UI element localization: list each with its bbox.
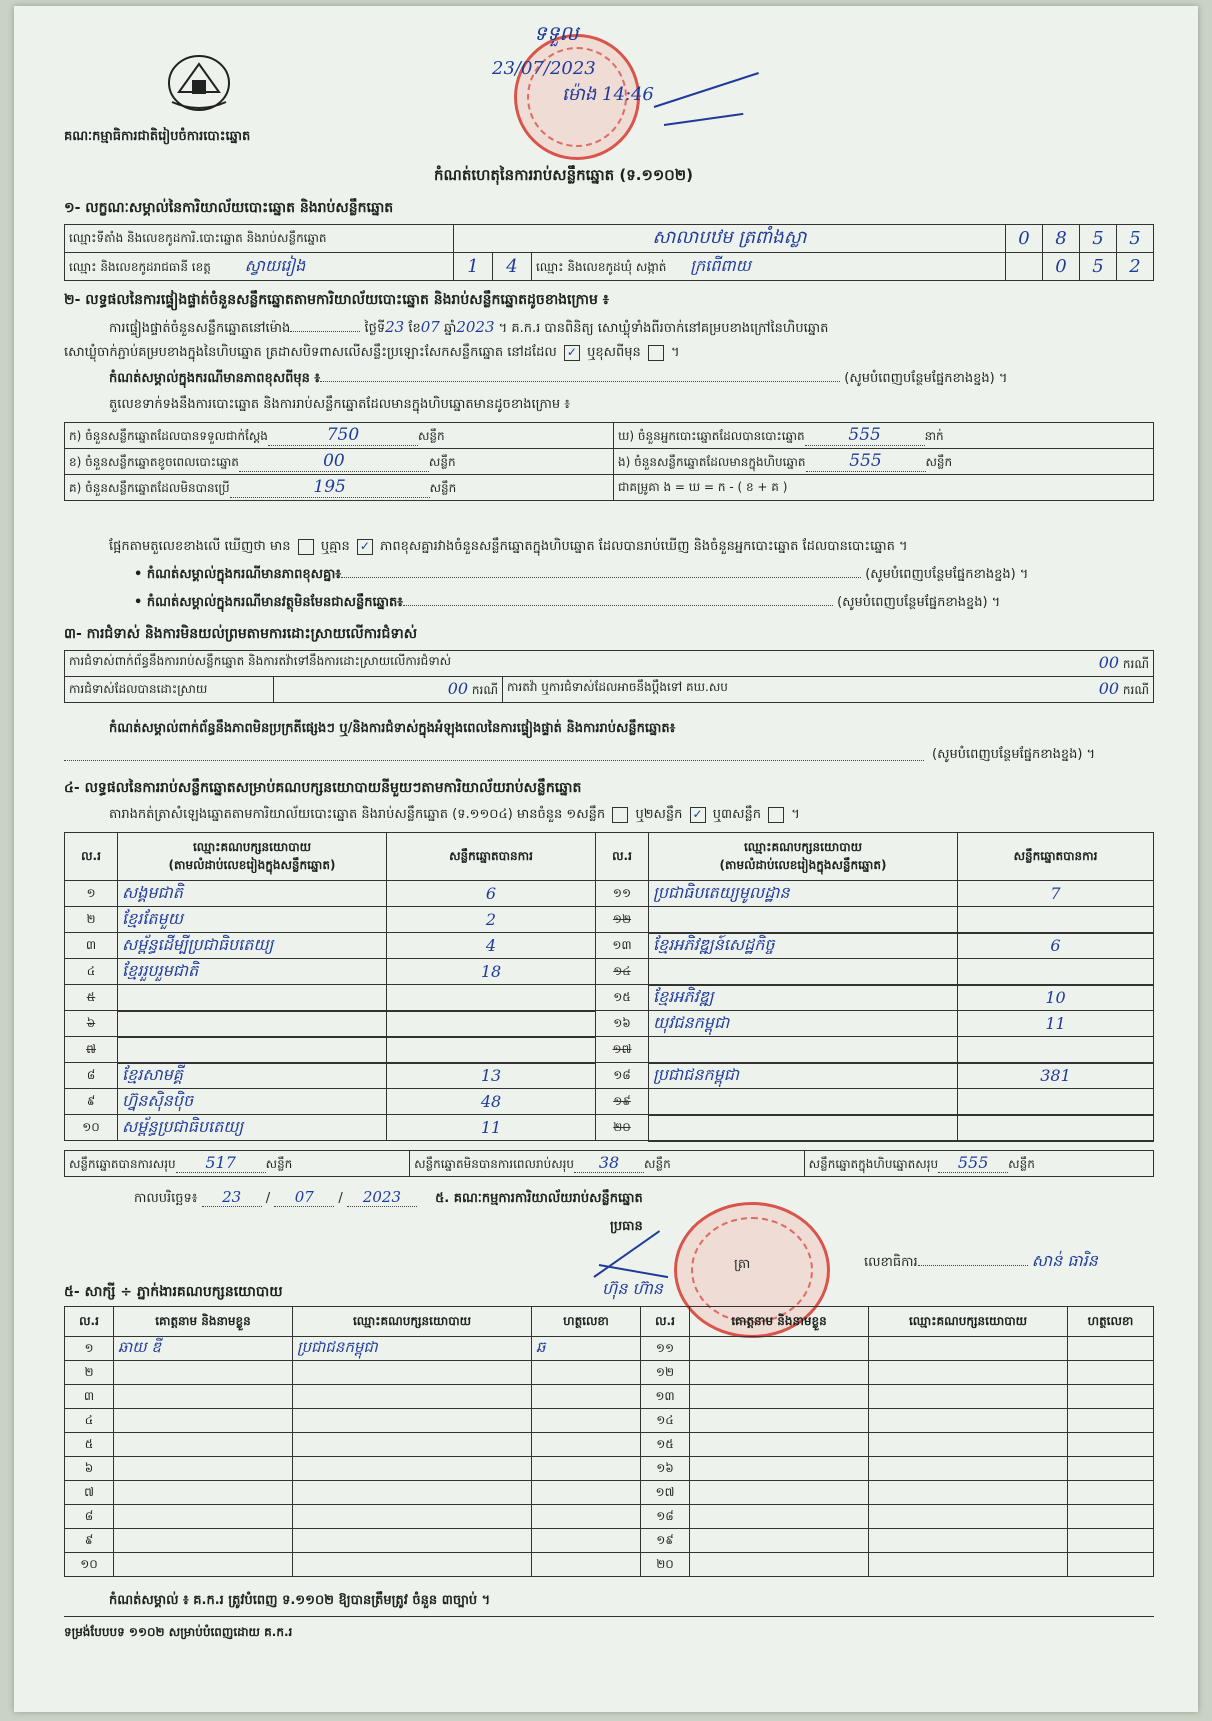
witness-name[interactable] bbox=[114, 1361, 293, 1385]
section3-table: ការជំទាស់ពាក់ព័ន្ធនឹងការរាប់សន្លឹកឆ្នោត និងការតវ៉ាទៅនឹងការដោះស្រាយលើការជំទាស់ 00 ករណី ការជំទាស់ដែលបានដោះស្រាយ 00 ករណី ការតវ៉ា ឬការជំទាស់ដែលអាចនឹងប្តឹងទៅ គឃ.សប 00 ករណី bbox=[64, 650, 1154, 703]
row-number: ៥ bbox=[65, 1433, 114, 1457]
same-checkbox[interactable]: ✓ bbox=[564, 345, 580, 361]
vote-count bbox=[958, 1115, 1154, 1141]
party-name: សម្ព័ន្ធប្រជាធិបតេយ្យ bbox=[118, 1115, 387, 1141]
row-number: ៨ bbox=[65, 1063, 118, 1089]
secretary-line: លេខាធិការ សាន់ ធារិន bbox=[864, 1251, 1098, 1270]
witness-name[interactable] bbox=[114, 1457, 293, 1481]
secretary-name: សាន់ ធារិន bbox=[1031, 1251, 1098, 1270]
witness-name[interactable] bbox=[690, 1529, 869, 1553]
one-sheet-checkbox[interactable] bbox=[612, 807, 628, 823]
verify-line2: សោឃ្លុំចាក់ភ្ជាប់គម្របខាងក្នុងនៃហិបឆ្នោត ត្រដាសបិទពាសលើសន្លឹះប្រឡោះសែកសន្លឹកឆ្នោត នៅដដែល ✓ ឬខុសពីមុន ។ bbox=[64, 344, 680, 360]
witness-signature[interactable] bbox=[1068, 1361, 1154, 1385]
witness-party[interactable] bbox=[293, 1409, 532, 1433]
row-number: ១ bbox=[65, 881, 118, 907]
row-number: ១៩ bbox=[641, 1529, 690, 1553]
vote-count: 13 bbox=[387, 1063, 596, 1089]
diff-note-line: កំណត់សម្គាល់ក្នុងករណីមានភាពខុសពីមុន ៖ (សូមបំពេញបន្ថែមផ្នែកខាងខ្នង) ។ bbox=[109, 371, 1008, 386]
province-value: ស្វាយរៀង bbox=[244, 255, 306, 275]
three-sheet-checkbox[interactable] bbox=[768, 807, 784, 823]
spoiled-count: 00 bbox=[239, 451, 429, 472]
witness-signature[interactable] bbox=[1068, 1409, 1154, 1433]
table-row bbox=[65, 1063, 1154, 1089]
witness-name[interactable] bbox=[114, 1553, 293, 1577]
row-number: ១០ bbox=[65, 1553, 114, 1577]
discrepancy-line: ផ្អែកតាមតួលេខខាងលើ ឃើញថា មាន ឬគ្មាន ✓ ភាពខុសគ្នារវាងចំនួនសន្លឹកឆ្នោតក្នុងហិបឆ្នោត ដែលបានរាប់ឃើញ និងចំនួនអ្នកបោះឆ្នោត ដែលបានបោះឆ្នោត ។ bbox=[109, 538, 908, 554]
witness-party[interactable] bbox=[293, 1529, 532, 1553]
witness-party[interactable] bbox=[293, 1481, 532, 1505]
vote-count: 4 bbox=[387, 933, 596, 959]
vote-count: 11 bbox=[958, 1011, 1154, 1037]
witness-party[interactable] bbox=[293, 1433, 532, 1457]
witness-party[interactable]: ប្រជាជនកម្ពុជា bbox=[293, 1337, 532, 1361]
witness-signature[interactable] bbox=[532, 1505, 641, 1529]
witness-party[interactable] bbox=[869, 1385, 1068, 1409]
has-diff-checkbox[interactable] bbox=[298, 539, 314, 555]
row-number: ២០ bbox=[596, 1115, 649, 1141]
witness-party[interactable] bbox=[869, 1361, 1068, 1385]
vote-count: 18 bbox=[387, 959, 596, 985]
witness-name[interactable] bbox=[690, 1337, 869, 1361]
row-number: ៣ bbox=[65, 1385, 114, 1409]
row-number: ១២ bbox=[641, 1361, 690, 1385]
chair-name: ហ៊ុន ហ៊ាន bbox=[602, 1279, 663, 1298]
party-name: ប្រជាធិបតេយ្យមូលដ្ឋាន bbox=[649, 881, 958, 907]
footer-note: កំណត់សម្គាល់ ៖ គ.ក.រ ត្រូវបំពេញ ទ.១១០២ ឱ្យបានត្រឹមត្រូវ ចំនួន ៣ច្បាប់ ។ bbox=[109, 1593, 491, 1608]
witness-party[interactable] bbox=[869, 1553, 1068, 1577]
verify-month: 07 bbox=[420, 318, 440, 336]
witness-signature[interactable] bbox=[532, 1361, 641, 1385]
province-label: ឈ្មោះ និងលេខកូដរាជធានី ខេត្ត bbox=[69, 259, 211, 274]
vote-count: 7 bbox=[958, 881, 1154, 907]
row-number: ៤ bbox=[65, 959, 118, 985]
table-row bbox=[65, 1505, 1154, 1529]
witness-signature[interactable] bbox=[1068, 1457, 1154, 1481]
commune-code-digit: 5 bbox=[1080, 253, 1117, 281]
bullet-foreign: • កំណត់សម្គាល់ក្នុងករណីមានវត្ថុមិនមែនជាសន្លឹកឆ្នោត៖ (សូមបំពេញបន្ថែមផ្នែកខាងខ្នង) ។ bbox=[134, 595, 1001, 610]
row-number: ១ bbox=[65, 1337, 114, 1361]
row-number: ១១ bbox=[641, 1337, 690, 1361]
table-row bbox=[65, 1385, 1154, 1409]
row-number: ១២ bbox=[596, 907, 649, 933]
province-code-digit: 4 bbox=[493, 253, 532, 281]
witness-signature[interactable] bbox=[1068, 1433, 1154, 1457]
witness-name[interactable] bbox=[114, 1481, 293, 1505]
witness-signature[interactable] bbox=[532, 1409, 641, 1433]
nec-logo bbox=[164, 52, 234, 114]
vote-count bbox=[958, 959, 1154, 985]
vote-count: 2 bbox=[387, 907, 596, 933]
figures-intro: តួលេខទាក់ទងនឹងការបោះឆ្នោត និងការរាប់សន្លឹកឆ្នោតដែលមានក្នុងហិបឆ្នោតមានដូចខាងក្រោម ៖ bbox=[109, 397, 570, 412]
table-row bbox=[65, 1089, 1154, 1115]
party-name: ខ្មែររួបរួមជាតិ bbox=[118, 959, 387, 985]
received-count: 750 bbox=[268, 425, 418, 446]
witness-party[interactable] bbox=[869, 1409, 1068, 1433]
table-row bbox=[65, 1337, 1154, 1361]
row-number: ២០ bbox=[641, 1553, 690, 1577]
row-number: ៤ bbox=[65, 1409, 114, 1433]
witness-name[interactable] bbox=[690, 1505, 869, 1529]
appeal-count: 00 bbox=[1098, 679, 1120, 698]
table-row bbox=[65, 907, 1154, 933]
table-row bbox=[65, 959, 1154, 985]
party-name bbox=[649, 1115, 958, 1141]
table-row bbox=[65, 1529, 1154, 1553]
witness-signature[interactable] bbox=[1068, 1553, 1154, 1577]
witness-name[interactable] bbox=[114, 1433, 293, 1457]
table-row bbox=[65, 1361, 1154, 1385]
table-row bbox=[65, 1553, 1154, 1577]
vote-count bbox=[958, 1037, 1154, 1063]
total-valid: 517 bbox=[176, 1153, 266, 1173]
table-row bbox=[65, 985, 1154, 1011]
code-digit: 5 bbox=[1080, 225, 1117, 253]
results-body bbox=[65, 881, 1154, 1141]
witness-name[interactable] bbox=[690, 1481, 869, 1505]
party-name bbox=[118, 1037, 387, 1063]
witness-table: ល.រ គោត្តនាម និងនាមខ្លួន ឈ្មោះគណបក្សនយោបាយ ហត្ថលេខា ល.រ គោត្តនាម និងនាមខ្លួន ឈ្មោះគណបក្សនយោបាយ ហត្ថលេខា ១ ឆាយ ឌី ប្រជាជនកម្ពុជា ឆ ១១ ២ ១២ ៣ ១៣ ៤ ១៤ ៥ ១៥ ៦ ១៦ ៧ ១៧ ៨ ១៨ ៩ ១៩ ១០ ២០ bbox=[64, 1306, 1154, 1577]
irregularity-note: កំណត់សម្គាល់ពាក់ព័ន្ធនឹងភាពមិនប្រក្រតីផ្សេងៗ ឬ/និងការជំទាស់ក្នុងអំឡុងពេលនៃការផ្ទៀងផ្ទាត់ និងការរាប់សន្លឹកឆ្នោត៖ bbox=[109, 721, 676, 736]
vote-count bbox=[387, 1011, 596, 1037]
row-number: ១៤ bbox=[641, 1409, 690, 1433]
stamp-signature bbox=[654, 72, 759, 108]
two-sheet-checkbox[interactable]: ✓ bbox=[690, 807, 706, 823]
party-name: ខ្មែរអភិវឌ្ឍ bbox=[649, 985, 958, 1011]
witness-name[interactable] bbox=[690, 1385, 869, 1409]
verify-year: 2023 bbox=[456, 318, 495, 336]
row-number: ៩ bbox=[65, 1089, 118, 1115]
row-number: ១៨ bbox=[596, 1063, 649, 1089]
total-box: 555 bbox=[938, 1153, 1008, 1173]
row-number: ១៣ bbox=[641, 1385, 690, 1409]
table-row bbox=[65, 1011, 1154, 1037]
location-label: ឈ្មោះទីតាំង និងលេខកូដការិ.បោះឆ្នោត និងរាប់សន្លឹកឆ្នោត bbox=[65, 225, 454, 253]
form-reference: ទម្រង់បែបបទ ១១០២ សម្រាប់បំពេញដោយ គ.ក.រ bbox=[64, 1625, 293, 1639]
witness-name[interactable] bbox=[114, 1409, 293, 1433]
date-line: កាលបរិច្ឆេទ៖ 23 / 07 / 2023 ៥. គណៈកម្មការការិយាល័យរាប់សន្លឹកឆ្នោត bbox=[134, 1188, 643, 1206]
witness-name[interactable] bbox=[114, 1385, 293, 1409]
row-number: ៧ bbox=[65, 1481, 114, 1505]
witness-party[interactable] bbox=[869, 1529, 1068, 1553]
vote-count: 381 bbox=[958, 1063, 1154, 1089]
vote-count bbox=[387, 985, 596, 1011]
vote-count: 10 bbox=[958, 985, 1154, 1011]
vote-count bbox=[958, 1089, 1154, 1115]
witness-party[interactable] bbox=[293, 1385, 532, 1409]
row-number: ១៥ bbox=[596, 985, 649, 1011]
witness-signature[interactable] bbox=[532, 1553, 641, 1577]
code-digit: 8 bbox=[1043, 225, 1080, 253]
irregularity-hint: (សូមបំពេញបន្ថែមផ្នែកខាងខ្នង) ។ bbox=[932, 747, 1096, 762]
stamp-time: ម៉ោង 14:46 bbox=[562, 84, 654, 105]
seal-mark: ត្រា bbox=[734, 1257, 751, 1272]
totals-table: សន្លឹកឆ្នោតបានការសរុប 517 សន្លឹក សន្លឹកឆ្នោតមិនបានការពេលរាប់សរុប 38 សន្លឹក សន្លឹកឆ្នោតក្នុងហិបឆ្នោតសរុប 555 សន្លឹក bbox=[64, 1150, 1154, 1177]
party-name: ខ្មែរតែមួយ bbox=[118, 907, 387, 933]
witness-party[interactable] bbox=[293, 1553, 532, 1577]
changed-checkbox[interactable] bbox=[648, 345, 664, 361]
objections-count: 00 bbox=[1098, 653, 1120, 672]
row-number: ១៤ bbox=[596, 959, 649, 985]
party-name bbox=[649, 1089, 958, 1115]
results-table: ល.រ ឈ្មោះគណបក្សនយោបាយ (តាមលំដាប់លេខរៀងក្នុងសន្លឹកឆ្នោត) សន្លឹកឆ្នោតបានការ ល.រ ឈ្មោះគណបក្សនយោបាយ (តាមលំដាប់លេខរៀងក្នុងសន្លឹកឆ្នោត) សន្លឹកឆ្នោតបានការ ១ សង្គមជាតិ 6 ១១ ប្រជាធិបតេយ្យមូលដ្ឋាន 7 ២ ខ្មែរតែមួយ 2 ១២ ៣ សម្ព័ន្ធដើម្បីប្រជាធិបតេយ្យ 4 ១៣ ខ្មែរអភិវឌ្ឍន៍សេដ្ឋកិច្ច 6 ៤ ខ្មែររួបរួមជាតិ 18 ១៤ ៥ ១៥ ខ្មែរអភិវឌ្ឍ 10 ៦ ១៦ យុវជនកម្ពុជា 11 ៧ ១៧ ៨ ខ្មែរសាមគ្គី 13 ១៨ ប្រជាជនកម្ពុជា 381 ៩ ហ្វ៊ុនស៊ិនប៉ិច 48 ១៩ ១០ សម្ព័ន្ធប្រជាធិបតេយ្យ 11 ២០ bbox=[64, 832, 1154, 1142]
section5-title: ៥- សាក្សី ÷ ភ្នាក់ងារគណបក្សនយោបាយ bbox=[64, 1284, 283, 1300]
commune-code-digit: 0 bbox=[1043, 253, 1080, 281]
formula: ជាគម្រូគា ង = ឃ = ក - ( ខ + គ ) bbox=[614, 475, 1154, 501]
vote-count bbox=[958, 907, 1154, 933]
location-value: សាលាបឋម ត្រពាំងស្លា bbox=[454, 225, 1006, 253]
witness-signature[interactable] bbox=[1068, 1529, 1154, 1553]
date-year: 2023 bbox=[347, 1188, 417, 1207]
witness-signature[interactable] bbox=[1068, 1385, 1154, 1409]
party-name bbox=[118, 1011, 387, 1037]
stamp-date: 23/07/2023 bbox=[492, 58, 596, 79]
witness-party[interactable] bbox=[869, 1457, 1068, 1481]
unused-count: 195 bbox=[230, 477, 430, 498]
party-name bbox=[649, 1037, 958, 1063]
table-row bbox=[65, 881, 1154, 907]
code-digit: 0 bbox=[1006, 225, 1043, 253]
code-digit: 5 bbox=[1117, 225, 1154, 253]
form-sheet bbox=[14, 6, 1198, 1712]
commune-label: ឈ្មោះ និងលេខកូដឃុំ សង្កាត់ bbox=[536, 259, 667, 274]
witness-signature[interactable] bbox=[532, 1433, 641, 1457]
witness-party[interactable] bbox=[869, 1481, 1068, 1505]
row-number: ១៥ bbox=[641, 1433, 690, 1457]
table-row bbox=[65, 1481, 1154, 1505]
vote-count: 6 bbox=[387, 881, 596, 907]
section4-title: ៤- លទ្ធផលនៃការរាប់សន្លឹកឆ្នោតសម្រាប់គណបក្សនយោបាយនីមួយៗតាមការិយាល័យរាប់សន្លឹកឆ្នោត bbox=[64, 780, 582, 796]
witness-party[interactable] bbox=[293, 1505, 532, 1529]
witness-party[interactable] bbox=[293, 1457, 532, 1481]
row-number: ៧ bbox=[65, 1037, 118, 1063]
row-number: ១៣ bbox=[596, 933, 649, 959]
section1-table bbox=[64, 224, 1154, 281]
table-row bbox=[65, 1037, 1154, 1063]
row-number: ១៩ bbox=[596, 1089, 649, 1115]
witness-party[interactable] bbox=[293, 1361, 532, 1385]
witness-signature[interactable] bbox=[1068, 1337, 1154, 1361]
table-row bbox=[65, 1409, 1154, 1433]
witness-name[interactable]: ឆាយ ឌី bbox=[114, 1337, 293, 1361]
witness-name[interactable] bbox=[690, 1553, 869, 1577]
witness-signature[interactable] bbox=[1068, 1505, 1154, 1529]
witness-party[interactable] bbox=[869, 1505, 1068, 1529]
row-number: ១០ bbox=[65, 1115, 118, 1141]
witness-party[interactable] bbox=[869, 1337, 1068, 1361]
witness-signature[interactable] bbox=[532, 1385, 641, 1409]
date-month: 07 bbox=[274, 1188, 334, 1207]
row-number: ១៧ bbox=[596, 1037, 649, 1063]
total-invalid: 38 bbox=[574, 1153, 644, 1173]
form-title: កំណត់ហេតុនៃការរាប់សន្លឹកឆ្នោត (ទ.១១០២) bbox=[434, 166, 694, 184]
stamp-top-text: ទទួល bbox=[534, 21, 579, 45]
row-number: ៣ bbox=[65, 933, 118, 959]
witness-name[interactable] bbox=[114, 1505, 293, 1529]
row-number: ២ bbox=[65, 1361, 114, 1385]
tally-sheets-line: តារាងកត់ត្រាសំឡេងឆ្នោតតាមការិយាល័យបោះឆ្នោត និងរាប់សន្លឹកឆ្នោត (ទ.១១០៤) មានចំនួន ១សន្លឹក ឬ២សន្លឹក ✓ ឬ៣សន្លឹក ។ bbox=[109, 806, 800, 822]
vote-count: 11 bbox=[387, 1115, 596, 1141]
witness-name[interactable] bbox=[690, 1361, 869, 1385]
box-count: 555 bbox=[806, 451, 926, 472]
row-number: ១៧ bbox=[641, 1481, 690, 1505]
party-name bbox=[118, 985, 387, 1011]
table-row bbox=[65, 933, 1154, 959]
witness-name[interactable] bbox=[690, 1409, 869, 1433]
section2-title: ២- លទ្ធផលនៃការផ្ទៀងផ្ទាត់ចំនួនសន្លឹកឆ្នោតតាមការិយាល័យបោះឆ្នោត និងរាប់សន្លឹកឆ្នោតដូចខាងក្រោម ៖ bbox=[64, 292, 609, 308]
vote-count bbox=[387, 1037, 596, 1063]
section1-title: ១- លក្ខណៈសម្គាល់នៃការិយាល័យបោះឆ្នោត និងរាប់សន្លឹកឆ្នោត bbox=[64, 200, 394, 216]
witness-party[interactable] bbox=[869, 1433, 1068, 1457]
date-day: 23 bbox=[202, 1188, 262, 1207]
row-number: ២ bbox=[65, 907, 118, 933]
org-name: គណៈកម្មាធិការជាតិរៀបចំការបោះឆ្នោត bbox=[64, 129, 251, 144]
row-number: ៦ bbox=[65, 1011, 118, 1037]
commune-value: ក្រពើពាយ bbox=[690, 255, 751, 275]
bullet-diff: • កំណត់សម្គាល់ក្នុងករណីមានភាពខុសគ្នា៖ (សូមបំពេញបន្ថែមផ្នែកខាងខ្នង) ។ bbox=[134, 567, 1029, 582]
resolved-label: ការជំទាស់ដែលបានដោះស្រាយ bbox=[65, 677, 274, 703]
commune-code-digit: 2 bbox=[1117, 253, 1154, 281]
row-number: ១៦ bbox=[641, 1457, 690, 1481]
party-name: ប្រជាជនកម្ពុជា bbox=[649, 1063, 958, 1089]
row-number: ៦ bbox=[65, 1457, 114, 1481]
row-number: ៩ bbox=[65, 1529, 114, 1553]
table-row bbox=[65, 1115, 1154, 1141]
party-name: សង្គមជាតិ bbox=[118, 881, 387, 907]
table-row bbox=[65, 1433, 1154, 1457]
party-name bbox=[649, 959, 958, 985]
no-diff-checkbox[interactable]: ✓ bbox=[357, 539, 373, 555]
resolved-count: 00 bbox=[447, 679, 469, 698]
witness-name[interactable] bbox=[690, 1457, 869, 1481]
province-code-digit: 1 bbox=[454, 253, 493, 281]
witness-signature[interactable] bbox=[1068, 1481, 1154, 1505]
chair-label: ប្រធាន bbox=[610, 1219, 643, 1234]
party-name: យុវជនកម្ពុជា bbox=[649, 1011, 958, 1037]
vote-count: 48 bbox=[387, 1089, 596, 1115]
witness-signature[interactable] bbox=[532, 1457, 641, 1481]
row-number: ៨ bbox=[65, 1505, 114, 1529]
table-row bbox=[65, 1457, 1154, 1481]
row-number: ១៨ bbox=[641, 1505, 690, 1529]
witness-signature[interactable] bbox=[532, 1481, 641, 1505]
figures-table: ក) ចំនួនសន្លឹកឆ្នោតដែលបានទទួលជាក់ស្តែង 750 សន្លឹក ឃ) ចំនួនអ្នកបោះឆ្នោតដែលបានបោះឆ្នោត 555 នាក់ ខ) ចំនួនសន្លឹកឆ្នោតខូចពេលបោះឆ្នោត 00 សន្លឹក ង) ចំនួនសន្លឹកឆ្នោតដែលមានក្នុងហិបឆ្នោត 555 សន្លឹក គ) ចំនួនសន្លឹកឆ្នោតដែលមិនបានប្រើ 195 សន្លឹក ជាគម្រូគា ង = ឃ = ក - ( ខ + គ ) bbox=[64, 422, 1154, 501]
witness-name[interactable] bbox=[690, 1433, 869, 1457]
party-name: ខ្មែរសាមគ្គី bbox=[118, 1063, 387, 1089]
party-name bbox=[649, 907, 958, 933]
witness-signature[interactable]: ឆ bbox=[532, 1337, 641, 1361]
vote-count: 6 bbox=[958, 933, 1154, 959]
row-number: ១៦ bbox=[596, 1011, 649, 1037]
witness-signature[interactable] bbox=[532, 1529, 641, 1553]
verify-line1: ការផ្ទៀងផ្ទាត់ចំនួនសន្លឹកឆ្នោតនៅម៉ោង ថ្ងៃទី23 ខែ07 ឆ្នាំ2023 ។ គ.ក.រ បានពិនិត្យ សោឃ្លុំទាំងពីរចាក់នៅគម្របខាងក្រៅនៃហិបឆ្នោត bbox=[109, 318, 829, 336]
row-number: ៥ bbox=[65, 985, 118, 1011]
row-number: ១១ bbox=[596, 881, 649, 907]
party-name: សម្ព័ន្ធដើម្បីប្រជាធិបតេយ្យ bbox=[118, 933, 387, 959]
voters-count: 555 bbox=[805, 425, 925, 446]
party-name: ខ្មែរអភិវឌ្ឍន៍សេដ្ឋកិច្ច bbox=[649, 933, 958, 959]
witness-name[interactable] bbox=[114, 1529, 293, 1553]
witness-body bbox=[65, 1337, 1154, 1577]
party-name: ហ្វ៊ុនស៊ិនប៉ិច bbox=[118, 1089, 387, 1115]
verify-day: 23 bbox=[385, 318, 405, 336]
section3-title: ៣- ការជំទាស់ និងការមិនយល់ព្រមតាមការដោះស្រាយលើការជំទាស់ bbox=[64, 626, 418, 642]
